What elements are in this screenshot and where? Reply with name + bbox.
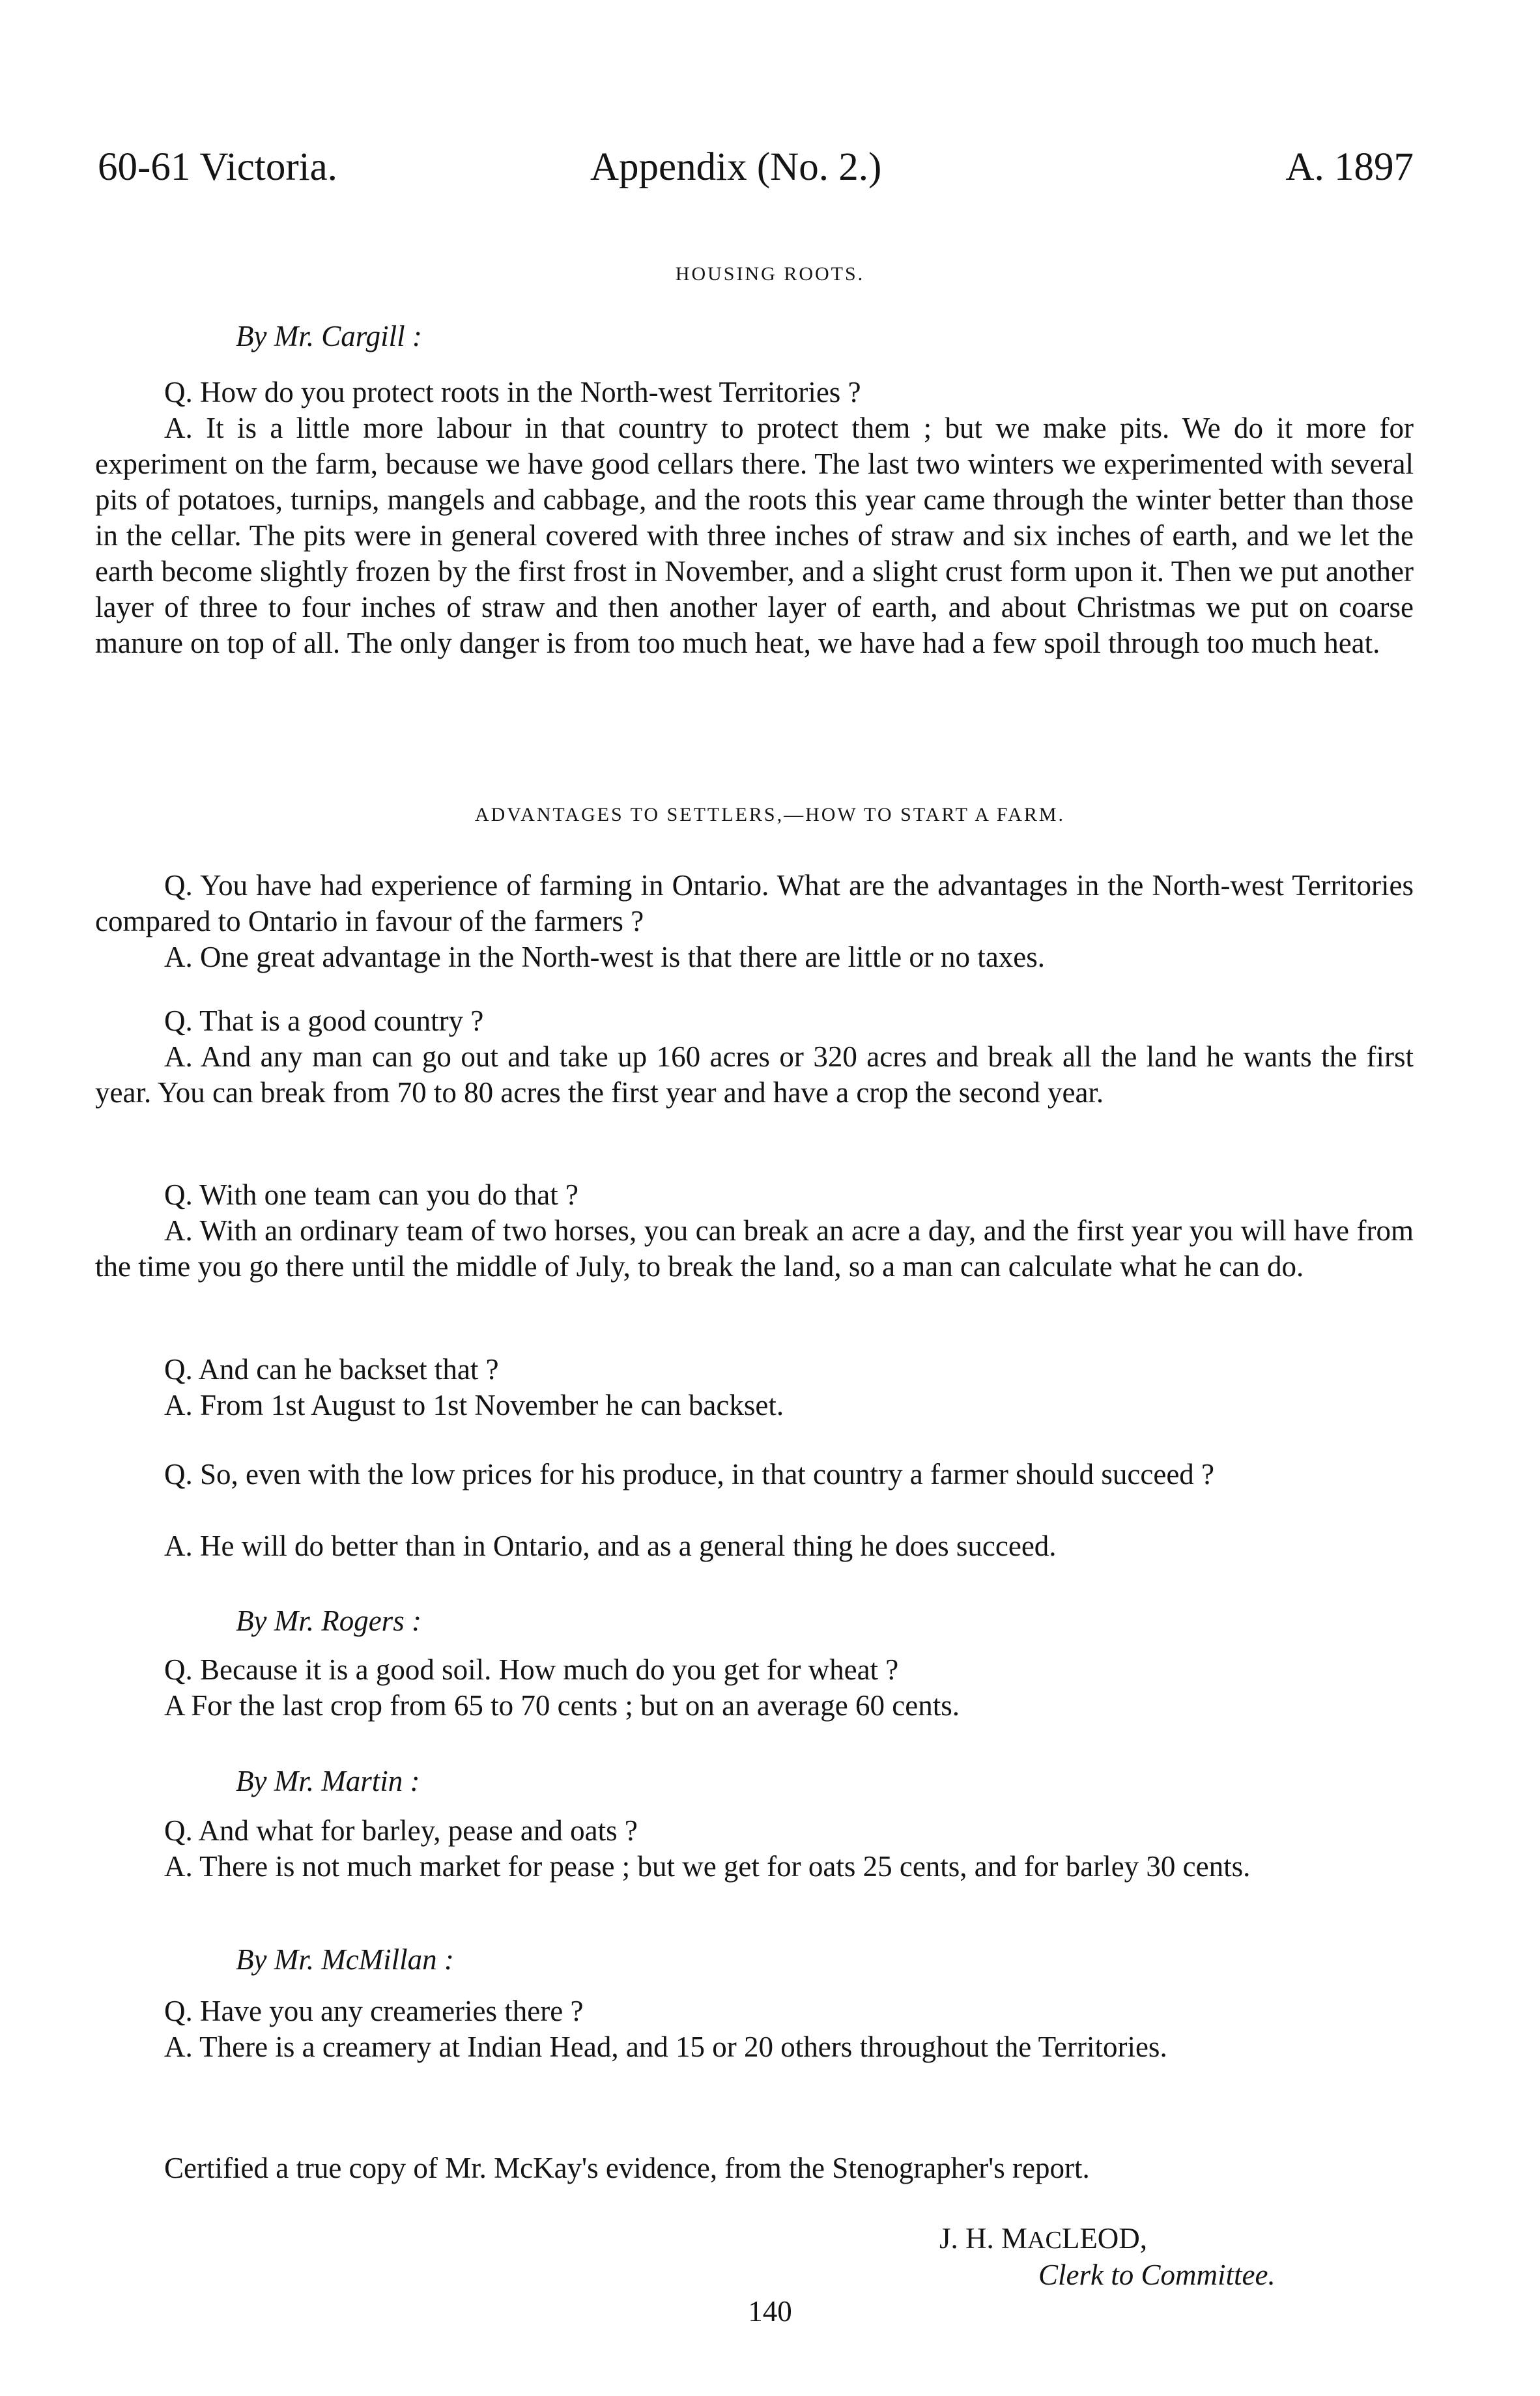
paragraph-q7: Q. Because it is a good soil. How much do you get for wheat ? — [164, 1653, 899, 1686]
signature-name-suffix: LEOD, — [1061, 2222, 1148, 2255]
paragraph-q3: Q. That is a good country ? — [164, 1005, 484, 1037]
paragraph-a6: A. He will do better than in Ontario, and as a general thing he does succeed. — [164, 1530, 1057, 1562]
section-heading-housing-roots: HOUSING ROOTS. — [675, 263, 865, 285]
paragraph-q1: Q. How do you protect roots in the North-west Territories ? — [164, 376, 861, 408]
signature-title: Clerk to Committee. — [1038, 2259, 1276, 2291]
paragraph-a5: A. From 1st August to 1st November he can backset. — [164, 1389, 784, 1421]
paragraph-a8: A. There is not much market for pease ; but we get for oats 25 cents, and for barley 30 cents. — [164, 1850, 1251, 1883]
speaker-mcmillan: By Mr. McMillan : — [236, 1943, 454, 1976]
speaker-martin: By Mr. Martin : — [236, 1765, 420, 1797]
paragraph-a3: A. And any man can go out and take up 160 acres or 320 acres and break all the land he wants the first year. You can break from 70 to 80 acres the first year and have a crop the second year. — [95, 1040, 1414, 1109]
paragraph-a2: A. One great advantage in the North-west is that there are little or no taxes. — [164, 941, 1046, 973]
paragraph-q5: Q. And can he backset that ? — [164, 1353, 499, 1386]
speaker-rogers: By Mr. Rogers : — [236, 1604, 421, 1637]
header-year: A. 1897 — [1285, 145, 1414, 189]
paragraph-a7: A For the last crop from 65 to 70 cents ; but on an average 60 cents. — [164, 1689, 960, 1722]
paragraph-q2: Q. You have had experience of farming in Ontario. What are the advantages in the North-west Territories compared to Ontario in favour of the farmers ? — [95, 869, 1414, 937]
certification-statement: Certified a true copy of Mr. McKay's evidence, from the Stenographer's report. — [164, 2152, 1090, 2184]
signature-name — [939, 2221, 1147, 2255]
paragraph-a9: A. There is a creamery at Indian Head, and 15 or 20 others throughout the Territories. — [164, 2031, 1167, 2063]
paragraph-q6: Q. So, even with the low prices for his produce, in that country a farmer should succeed ? — [164, 1458, 1215, 1490]
running-header — [98, 145, 1414, 203]
signature-name-prefix: J. H. M — [939, 2222, 1028, 2255]
section-heading-advantages: ADVANTAGES TO SETTLERS,—HOW TO START A FARM. — [474, 804, 1066, 825]
speaker-cargill: By Mr. Cargill : — [236, 320, 422, 352]
header-session: 60-61 Victoria. — [98, 145, 337, 189]
paragraph-q9: Q. Have you any creameries there ? — [164, 1995, 584, 2027]
paragraph-q8: Q. And what for barley, pease and oats ? — [164, 1814, 638, 1847]
signature-name-smallcaps: AC — [1027, 2227, 1062, 2254]
paragraph-a1: A. It is a little more labour in that country to protect them ; but we make pits. We do it more for experiment on the farm, because we have good cellars there. The last two winters we experimented with several pits of potatoes, turnips, mangels and cabbage, and the roots this year came through the winter better than those in the cellar. The pits were in general covered with three inches of straw and six inches of earth, and we let the earth become slightly frozen by the first frost in November, and a slight crust form upon it. Then we put another layer of three to four inches of straw and then another layer of earth, and about Christmas we put on coarse manure on top of all. The only danger is from too much heat, we have had a few spoil through too much heat. — [95, 412, 1414, 659]
paragraph-a4: A. With an ordinary team of two horses, you can break an acre a day, and the first year you will have from the time you go there until the middle of July, to break the land, so a man can calculate what he can do. — [95, 1214, 1414, 1283]
header-appendix: Appendix (No. 2.) — [590, 145, 882, 189]
page-number: 140 — [748, 2295, 792, 2328]
paragraph-q4: Q. With one team can you do that ? — [164, 1178, 578, 1211]
